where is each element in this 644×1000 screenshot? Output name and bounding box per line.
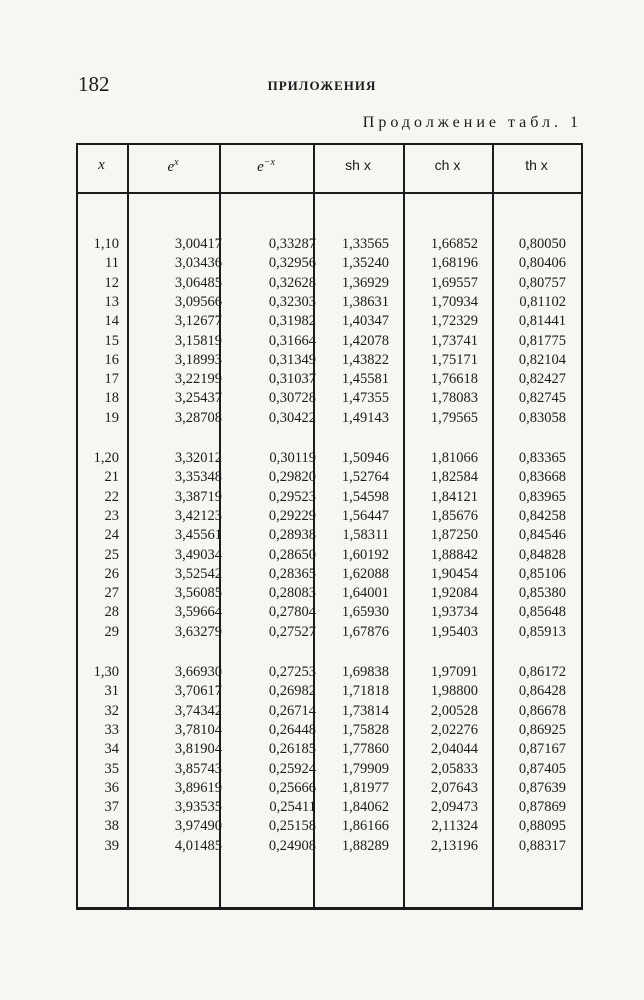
cell-tanh: 0,85913: [518, 623, 566, 640]
table-row: [76, 390, 583, 409]
table-row: [76, 255, 583, 274]
cell-tanh: 0,81102: [519, 293, 566, 310]
cell-exp-neg: 0,26714: [268, 702, 316, 719]
cell-x: 11: [105, 255, 119, 272]
cell-x: 14: [104, 313, 119, 330]
cell-sinh: 1,56447: [341, 507, 389, 524]
cell-exp-neg: 0,32628: [268, 274, 316, 291]
cell-x: 12: [104, 274, 119, 291]
cell-x: 23: [104, 507, 119, 524]
cell-cosh: 1,66852: [430, 236, 478, 252]
cell-cosh: 2,13196: [430, 837, 478, 854]
cell-cosh: 1,90454: [430, 565, 478, 582]
table-row: [76, 469, 583, 488]
cell-tanh: 0,80406: [518, 255, 566, 272]
cell-sinh: 1,36929: [341, 274, 389, 291]
cell-cosh: 1,98800: [430, 683, 478, 700]
cell-sinh: 1,67876: [341, 623, 389, 640]
cell-exp-neg: 0,27253: [268, 664, 316, 680]
table-row: [76, 527, 583, 546]
table-row: [76, 352, 583, 371]
cell-tanh: 0,86172: [518, 664, 566, 680]
table-row: [76, 566, 583, 585]
cell-exp-neg: 0,29229: [268, 507, 316, 524]
cell-tanh: 0,87639: [518, 779, 566, 796]
cell-x: 25: [104, 546, 119, 563]
cell-tanh: 0,86678: [518, 702, 566, 719]
cell-sinh: 1,84062: [341, 799, 389, 816]
cell-exp: 3,52542: [174, 565, 222, 582]
cell-x: 16: [104, 351, 119, 368]
cell-tanh: 0,81775: [518, 332, 566, 349]
cell-cosh: 1,78083: [430, 390, 478, 407]
cell-exp-neg: 0,25924: [268, 760, 316, 777]
header-exp-neg: $e^{-x}$: [257, 157, 275, 175]
cell-exp-neg: 0,29523: [268, 488, 316, 505]
cell-cosh: 1,69557: [430, 274, 478, 291]
cell-exp: 3,09566: [174, 293, 222, 310]
cell-sinh: 1,54598: [341, 488, 389, 505]
cell-cosh: 2,00528: [430, 702, 478, 719]
cell-tanh: 0,85648: [518, 604, 566, 621]
cell-sinh: 1,65930: [341, 604, 389, 621]
cell-tanh: 0,82745: [518, 390, 566, 407]
cell-exp: 3,35348: [174, 469, 222, 486]
cell-sinh: 1,81977: [341, 779, 389, 796]
cell-exp: 3,25437: [174, 390, 222, 407]
table-row: [76, 664, 583, 683]
cell-exp: 3,74342: [174, 702, 222, 719]
cell-x: 24: [104, 527, 119, 544]
cell-cosh: 1,81066: [430, 450, 478, 466]
cell-x: 39: [104, 837, 119, 854]
table-row: [76, 371, 583, 390]
header-tanh: th x: [525, 157, 548, 173]
table-continuation-caption: Продолжение табл. 1: [362, 114, 582, 131]
cell-tanh: 0,81441: [518, 313, 566, 330]
table-row: [76, 780, 583, 799]
cell-tanh: 0,88317: [518, 837, 566, 854]
cell-exp-neg: 0,29820: [268, 469, 316, 486]
cell-cosh: 1,85676: [430, 507, 478, 524]
cell-sinh: 1,69838: [341, 664, 389, 680]
cell-tanh: 0,84258: [518, 507, 566, 524]
cell-exp: 3,00417: [174, 236, 222, 252]
cell-tanh: 0,87405: [518, 760, 566, 777]
cell-x: 1,10: [93, 236, 119, 252]
cell-sinh: 1,58311: [342, 527, 389, 544]
cell-exp-neg: 0,25666: [268, 779, 316, 796]
cell-exp: 3,42123: [174, 507, 222, 524]
cell-cosh: 2,04044: [430, 741, 478, 758]
cell-tanh: 0,87167: [518, 741, 566, 758]
cell-tanh: 0,82427: [518, 371, 566, 388]
cell-exp-neg: 0,31349: [268, 351, 316, 368]
cell-x: 36: [104, 779, 119, 796]
cell-exp-neg: 0,25158: [268, 818, 316, 835]
running-head: ПРИЛОЖЕНИЯ: [267, 78, 377, 93]
table-bottom-rule: [76, 907, 583, 910]
cell-exp: 3,32012: [174, 450, 222, 466]
cell-sinh: 1,71818: [341, 683, 389, 700]
cell-exp-neg: 0,31664: [268, 332, 316, 349]
cell-tanh: 0,80757: [518, 274, 566, 291]
cell-sinh: 1,43822: [341, 351, 389, 368]
table-row: [76, 799, 583, 818]
cell-exp-neg: 0,27527: [268, 623, 316, 640]
cell-x: 29: [104, 623, 119, 640]
cell-tanh: 0,84828: [518, 546, 566, 563]
cell-exp-neg: 0,30728: [268, 390, 316, 407]
cell-sinh: 1,50946: [341, 450, 389, 466]
cell-cosh: 1,82584: [430, 469, 478, 486]
cell-exp-neg: 0,28938: [268, 527, 316, 544]
cell-cosh: 2,05833: [430, 760, 478, 777]
cell-exp: 4,01485: [174, 837, 222, 854]
cell-exp-neg: 0,24908: [268, 837, 316, 854]
cell-exp-neg: 0,26448: [268, 721, 316, 738]
cell-x: 34: [104, 741, 119, 758]
cell-x: 31: [104, 683, 119, 700]
table-row: [76, 275, 583, 294]
cell-x: 35: [104, 760, 119, 777]
table-row: [76, 508, 583, 527]
table-row: [76, 236, 583, 255]
header-x: x: [98, 157, 105, 173]
header-sinh: sh x: [345, 157, 371, 173]
cell-cosh: 2,07643: [430, 779, 478, 796]
cell-exp-neg: 0,31982: [268, 313, 316, 330]
cell-x: 26: [104, 565, 119, 582]
cell-x: 37: [104, 799, 119, 816]
cell-sinh: 1,35240: [341, 255, 389, 272]
cell-cosh: 1,72329: [430, 313, 478, 330]
cell-tanh: 0,85380: [518, 585, 566, 602]
cell-cosh: 1,88842: [430, 546, 478, 563]
cell-tanh: 0,84546: [518, 527, 566, 544]
cell-x: 22: [104, 488, 119, 505]
cell-x: 27: [104, 585, 119, 602]
cell-sinh: 1,88289: [341, 837, 389, 854]
cell-exp: 3,18993: [174, 351, 222, 368]
cell-exp-neg: 0,30422: [268, 409, 316, 426]
cell-tanh: 0,85106: [518, 565, 566, 582]
cell-cosh: 1,95403: [430, 623, 478, 640]
cell-sinh: 1,79909: [341, 760, 389, 777]
cell-cosh: 1,97091: [430, 664, 478, 680]
cell-exp: 3,06485: [174, 274, 222, 291]
table-row: [76, 683, 583, 702]
cell-exp-neg: 0,28365: [268, 565, 316, 582]
cell-sinh: 1,47355: [341, 390, 389, 407]
table-row: [76, 547, 583, 566]
cell-cosh: 2,11324: [431, 818, 478, 835]
cell-cosh: 2,02276: [430, 721, 478, 738]
cell-sinh: 1,62088: [341, 565, 389, 582]
cell-exp-neg: 0,32303: [268, 293, 316, 310]
cell-exp-neg: 0,30119: [269, 450, 316, 466]
cell-exp: 3,22199: [174, 371, 222, 388]
cell-sinh: 1,45581: [341, 371, 389, 388]
cell-tanh: 0,83668: [518, 469, 566, 486]
cell-cosh: 1,68196: [430, 255, 478, 272]
cell-sinh: 1,73814: [341, 702, 389, 719]
header-cosh: ch x: [434, 157, 461, 173]
table-row: [76, 604, 583, 623]
table-row: [76, 333, 583, 352]
cell-exp: 3,45561: [174, 527, 222, 544]
cell-sinh: 1,77860: [341, 741, 389, 758]
cell-exp-neg: 0,26185: [268, 741, 316, 758]
cell-exp-neg: 0,32956: [268, 255, 316, 272]
table-row: [76, 450, 583, 469]
cell-tanh: 0,83965: [518, 488, 566, 505]
cell-x: 38: [104, 818, 119, 835]
cell-sinh: 1,49143: [341, 409, 389, 426]
cell-exp: 3,28708: [174, 409, 222, 426]
table-row: [76, 313, 583, 332]
cell-exp-neg: 0,28650: [268, 546, 316, 563]
cell-x: 21: [104, 469, 119, 486]
cell-tanh: 0,87869: [518, 799, 566, 816]
cell-x: 33: [104, 721, 119, 738]
cell-exp-neg: 0,31037: [268, 371, 316, 388]
cell-exp: 3,85743: [174, 760, 222, 777]
table-row: [76, 294, 583, 313]
cell-sinh: 1,60192: [341, 546, 389, 563]
cell-x: 18: [104, 390, 119, 407]
cell-exp: 3,81904: [174, 741, 222, 758]
cell-cosh: 1,93734: [430, 604, 478, 621]
cell-exp: 3,56085: [174, 585, 222, 602]
page-number: 182: [78, 72, 110, 96]
cell-x: 28: [104, 604, 119, 621]
cell-tanh: 0,86925: [518, 721, 566, 738]
cell-exp: 3,97490: [174, 818, 222, 835]
cell-x: 17: [104, 371, 119, 388]
cell-sinh: 1,86166: [341, 818, 389, 835]
cell-exp: 3,93535: [174, 799, 222, 816]
cell-exp: 3,38719: [174, 488, 222, 505]
cell-exp-neg: 0,27804: [268, 604, 316, 621]
table-row: [76, 722, 583, 741]
cell-cosh: 1,75171: [430, 351, 478, 368]
cell-cosh: 2,09473: [430, 799, 478, 816]
values-table: [76, 143, 583, 908]
cell-exp-neg: 0,26982: [268, 683, 316, 700]
cell-exp: 3,63279: [174, 623, 222, 640]
table-row: [76, 761, 583, 780]
cell-cosh: 1,76618: [430, 371, 478, 388]
cell-sinh: 1,40347: [341, 313, 389, 330]
cell-tanh: 0,80050: [518, 236, 566, 252]
table-top-rule: [76, 143, 583, 145]
table-row: [76, 489, 583, 508]
cell-tanh: 0,83365: [518, 450, 566, 466]
cell-sinh: 1,33565: [341, 236, 389, 252]
cell-tanh: 0,82104: [518, 351, 566, 368]
cell-exp: 3,66930: [174, 664, 222, 680]
cell-exp-neg: 0,28083: [268, 585, 316, 602]
cell-sinh: 1,75828: [341, 721, 389, 738]
header-exp: $e^x$: [167, 157, 179, 175]
cell-cosh: 1,84121: [430, 488, 478, 505]
cell-cosh: 1,92084: [430, 585, 478, 602]
cell-tanh: 0,83058: [518, 409, 566, 426]
cell-cosh: 1,79565: [430, 409, 478, 426]
cell-x: 1,20: [93, 450, 119, 466]
cell-tanh: 0,86428: [518, 683, 566, 700]
cell-sinh: 1,64001: [341, 585, 389, 602]
cell-x: 15: [104, 332, 119, 349]
cell-cosh: 1,73741: [430, 332, 478, 349]
cell-x: 19: [104, 409, 119, 426]
table-row: [76, 585, 583, 604]
table-row: [76, 703, 583, 722]
cell-exp-neg: 0,33287: [268, 236, 316, 252]
cell-x: 1,30: [93, 664, 119, 680]
cell-exp: 3,89619: [174, 779, 222, 796]
table-row: [76, 410, 583, 429]
cell-cosh: 1,70934: [430, 293, 478, 310]
cell-x: 13: [104, 293, 119, 310]
cell-exp: 3,03436: [174, 255, 222, 272]
table-row: [76, 838, 583, 857]
cell-sinh: 1,38631: [341, 293, 389, 310]
table-row: [76, 818, 583, 837]
cell-exp-neg: 0,25411: [269, 799, 316, 816]
cell-exp: 3,12677: [174, 313, 222, 330]
cell-tanh: 0,88095: [518, 818, 566, 835]
cell-x: 32: [104, 702, 119, 719]
cell-exp: 3,59664: [174, 604, 222, 621]
cell-sinh: 1,42078: [341, 332, 389, 349]
table-row: [76, 624, 583, 643]
table-row: [76, 741, 583, 760]
cell-exp: 3,15819: [174, 332, 222, 349]
cell-exp: 3,49034: [174, 546, 222, 563]
cell-cosh: 1,87250: [430, 527, 478, 544]
cell-exp: 3,70617: [174, 683, 222, 700]
cell-exp: 3,78104: [174, 721, 222, 738]
cell-sinh: 1,52764: [341, 469, 389, 486]
table-header-rule: [76, 192, 583, 194]
